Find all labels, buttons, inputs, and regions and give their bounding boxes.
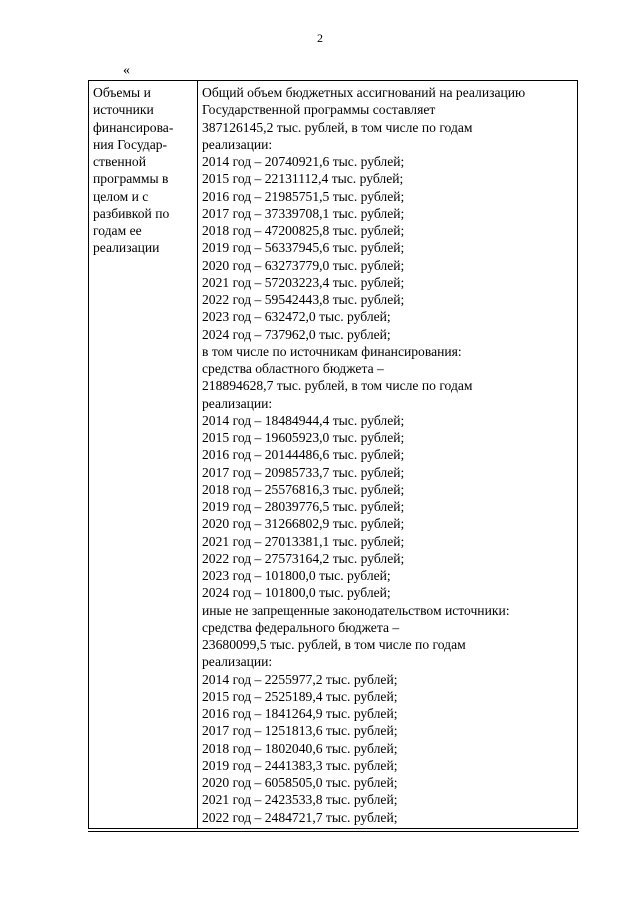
content-line: 2014 год – 18484944,4 тыс. рублей; [202, 412, 405, 428]
content-line: 2016 год – 20144486,6 тыс. рублей; [202, 447, 405, 463]
label-line: источники [93, 102, 154, 118]
content-line: 218894628,7 тыс. рублей, в том числе по годам [202, 378, 473, 394]
opening-quote-mark: « [123, 63, 130, 78]
content-line: 2017 год – 1251813,6 тыс. рублей; [202, 723, 398, 739]
content-line: 2017 год – 20985733,7 тыс. рублей; [202, 464, 405, 480]
row-label [93, 84, 194, 257]
content-line: Государственной программы составляет [202, 102, 436, 118]
content-line: 2015 год – 22131112,4 тыс. рублей; [202, 171, 404, 187]
content-line: иные не запрещенные законодательством источники: [202, 602, 510, 618]
label-line: программы в [93, 171, 169, 187]
content-line: 2022 год – 59542443,8 тыс. рублей; [202, 292, 405, 307]
label-line: ния Государ- [93, 136, 168, 152]
content-line: 2021 год – 27013381,1 тыс. рублей; [202, 533, 405, 549]
content-line: 2014 год – 2255977,2 тыс. рублей; [202, 671, 398, 687]
content-line: 2024 год – 737962,0 тыс. рублей; [202, 326, 391, 342]
label-line: Объемы и [93, 85, 151, 100]
content-line: средства областного бюджета – [202, 361, 384, 376]
content-line: в том числе по источникам финансирования: [202, 343, 462, 359]
content-line: 2020 год – 6058505,0 тыс. рублей; [202, 775, 398, 790]
label-line: финансирова- [93, 119, 174, 135]
content-line: 2023 год – 632472,0 тыс. рублей; [202, 309, 391, 325]
content-line: 2024 год – 101800,0 тыс. рублей; [202, 585, 391, 601]
content-line: Общий объем бюджетных ассигнований на реализацию [202, 85, 526, 100]
content-line: 2018 год – 1802040,6 тыс. рублей; [202, 740, 398, 756]
content-line: 2017 год – 37339708,1 тыс. рублей; [202, 205, 405, 221]
label-line: ственной [93, 154, 146, 169]
row-content [202, 84, 574, 826]
content-line: 23680099,5 тыс. рублей, в том числе по годам [202, 637, 466, 652]
table-bottom-border [88, 831, 579, 832]
content-line: 2014 год – 20740921,6 тыс. рублей; [202, 154, 405, 169]
row-label-cell [89, 81, 198, 829]
content-line: 2021 год – 57203223,4 тыс. рублей; [202, 274, 405, 290]
label-line: годам ее [93, 223, 142, 238]
content-line: 2020 год – 31266802,9 тыс. рублей; [202, 516, 405, 532]
content-line: 2018 год – 47200825,8 тыс. рублей; [202, 223, 405, 238]
content-line: реализации: [202, 395, 273, 411]
content-line: 2015 год – 19605923,0 тыс. рублей; [202, 430, 405, 445]
content-line: 2022 год – 27573164,2 тыс. рублей; [202, 550, 405, 566]
content-line: 2021 год – 2423533,8 тыс. рублей; [202, 792, 398, 808]
label-line: реализации [93, 240, 160, 256]
financing-row [89, 81, 578, 829]
content-line: 2023 год – 101800,0 тыс. рублей; [202, 568, 391, 583]
content-line: реализации: [202, 654, 273, 670]
content-line: 2019 год – 56337945,6 тыс. рублей; [202, 240, 405, 256]
label-line: целом и с [93, 188, 149, 204]
label-line: разбивкой по [93, 205, 170, 221]
content-line: 387126145,2 тыс. рублей, в том числе по годам [202, 119, 473, 135]
content-line: средства федерального бюджета – [202, 619, 400, 635]
content-line: 2022 год – 2484721,7 тыс. рублей; [202, 809, 398, 825]
program-passport-table [88, 80, 578, 829]
page-number: 2 [317, 31, 323, 45]
content-line: 2020 год – 63273779,0 тыс. рублей; [202, 257, 405, 273]
content-line: реализации: [202, 136, 273, 152]
content-line: 2019 год – 2441383,3 тыс. рублей; [202, 757, 398, 773]
row-content-cell [198, 81, 578, 829]
content-line: 2016 год – 21985751,5 тыс. рублей; [202, 188, 405, 204]
content-line: 2016 год – 1841264,9 тыс. рублей; [202, 706, 398, 721]
content-line: 2019 год – 28039776,5 тыс. рублей; [202, 499, 405, 514]
content-line: 2015 год – 2525189,4 тыс. рублей; [202, 688, 398, 704]
content-line: 2018 год – 25576816,3 тыс. рублей; [202, 481, 405, 497]
